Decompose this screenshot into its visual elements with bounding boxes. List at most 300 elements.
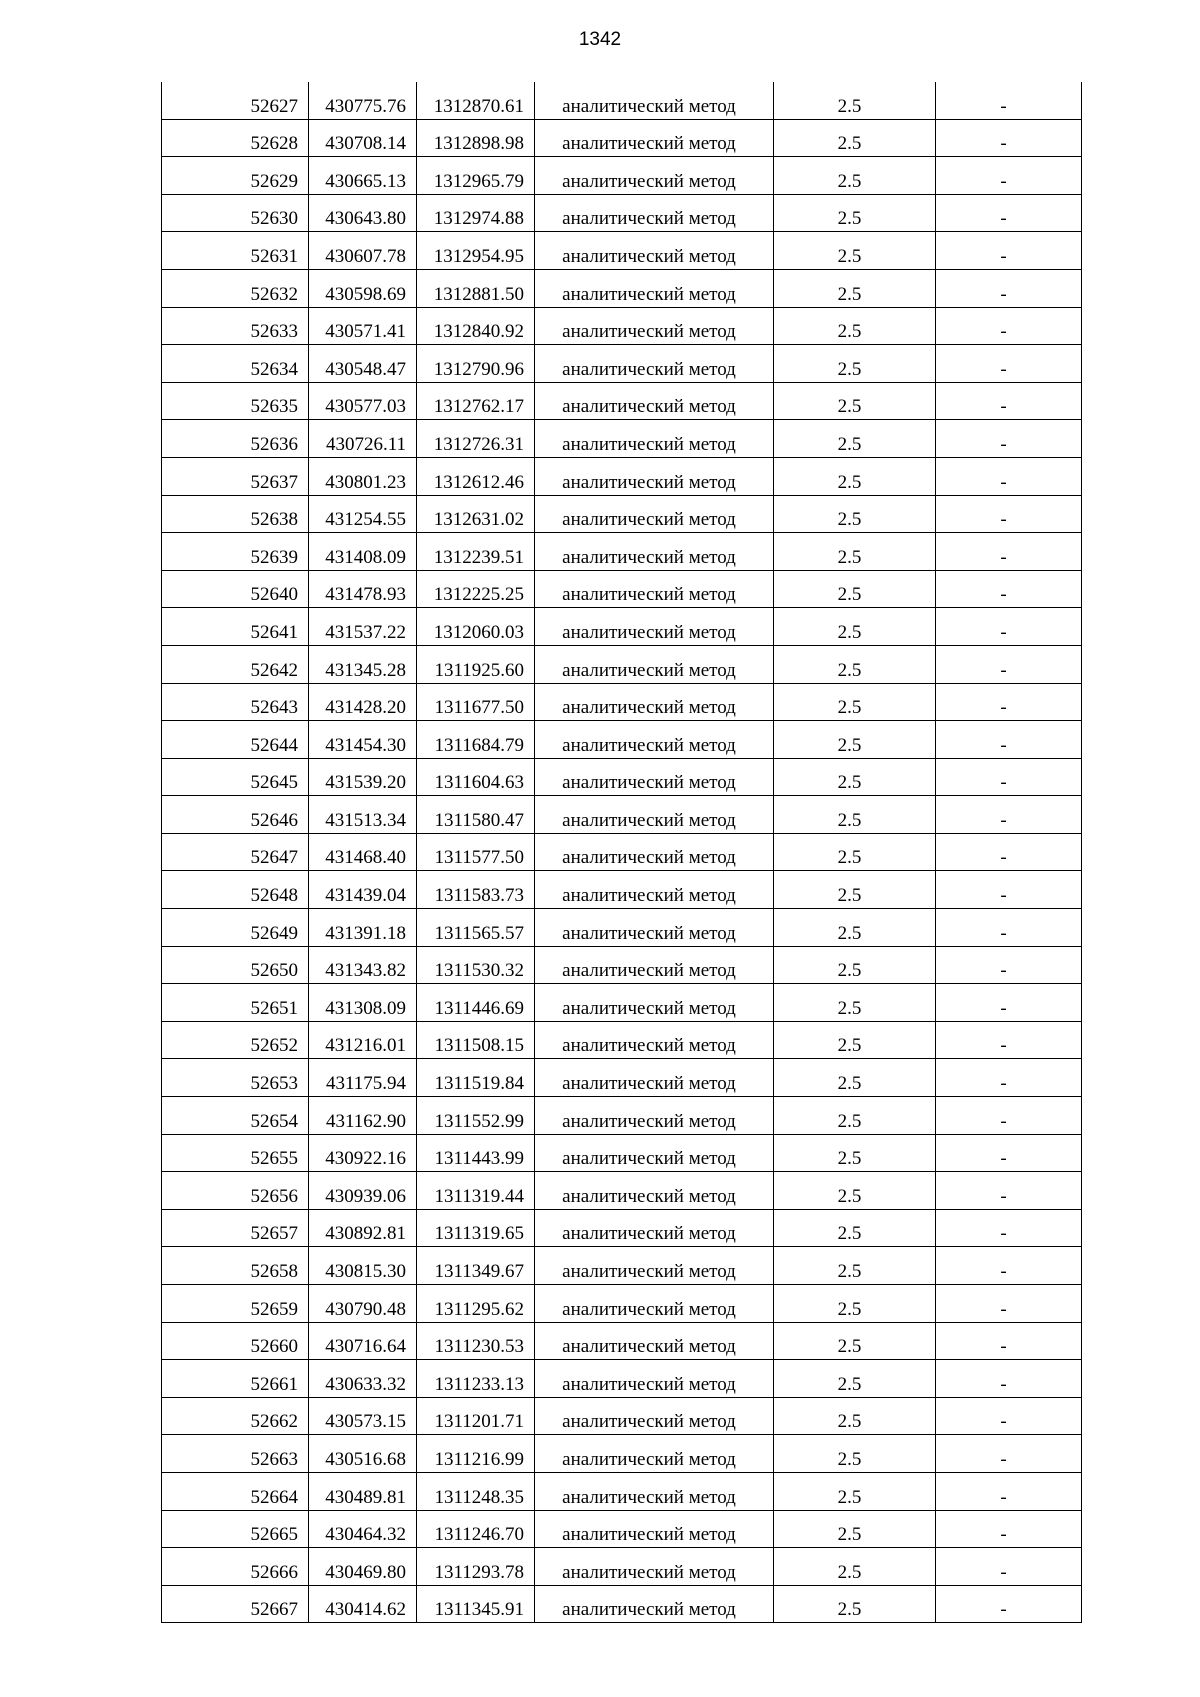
table-row	[162, 758, 1082, 796]
accuracy-cell	[774, 307, 936, 345]
page-number: 1342	[578, 29, 622, 50]
y-coordinate-cell	[417, 1021, 535, 1059]
accuracy-cell	[774, 1472, 936, 1510]
y-coordinate-cell	[417, 232, 535, 270]
method-cell	[535, 157, 774, 195]
x-coordinate-cell-text: 430516.68	[325, 1448, 406, 1470]
x-coordinate-cell	[309, 645, 417, 683]
y-coordinate-cell-text: 1311349.67	[434, 1261, 524, 1282]
accuracy-cell-text: 2.5	[837, 245, 862, 267]
table-row	[162, 269, 1082, 307]
x-coordinate-cell-text: 431343.82	[325, 960, 406, 982]
point-number-cell	[162, 495, 309, 533]
accuracy-cell	[774, 1097, 936, 1135]
method-cell-text: аналитический метод	[562, 321, 736, 343]
x-coordinate-cell-text: 431513.34	[325, 809, 406, 831]
y-coordinate-cell	[417, 1097, 535, 1135]
method-cell	[535, 1322, 774, 1360]
table-row	[162, 420, 1082, 458]
note-cell	[936, 1097, 1082, 1135]
x-coordinate-cell-text: 430571.41	[325, 321, 406, 343]
note-cell	[936, 1548, 1082, 1586]
method-cell	[535, 420, 774, 458]
point-number-cell	[162, 570, 309, 608]
point-number-cell-text: 52632	[250, 283, 298, 305]
x-coordinate-cell	[309, 1397, 417, 1435]
table-row	[162, 457, 1082, 495]
x-coordinate-cell-text: 430922.16	[325, 1148, 406, 1170]
x-coordinate-cell	[309, 82, 417, 119]
x-coordinate-cell	[309, 796, 417, 834]
y-coordinate-cell-text: 1312954.95	[433, 245, 524, 267]
y-coordinate-cell	[417, 1209, 535, 1247]
y-coordinate-cell-text: 1311530.32	[434, 960, 524, 982]
note-cell-text: -	[1000, 772, 1007, 794]
x-coordinate-cell-text: 431254.55	[325, 509, 406, 531]
x-coordinate-cell	[309, 194, 417, 232]
accuracy-cell	[774, 1585, 936, 1623]
point-number-cell	[162, 1548, 309, 1586]
accuracy-cell	[774, 1397, 936, 1435]
point-number-cell-text: 52628	[250, 133, 298, 155]
x-coordinate-cell-text: 431428.20	[325, 697, 406, 719]
x-coordinate-cell-text: 430643.80	[325, 208, 406, 230]
accuracy-cell-text: 2.5	[837, 1223, 862, 1245]
point-number-cell-text: 52664	[250, 1486, 298, 1508]
point-number-cell-text: 52638	[250, 509, 298, 531]
y-coordinate-cell-text: 1312870.61	[433, 95, 524, 117]
x-coordinate-cell	[309, 1059, 417, 1097]
point-number-cell-text: 52656	[250, 1185, 298, 1207]
method-cell-text: аналитический метод	[562, 1524, 736, 1546]
table-row	[162, 1322, 1082, 1360]
y-coordinate-cell-text: 1311293.78	[434, 1561, 524, 1583]
accuracy-cell	[774, 796, 936, 834]
point-number-cell	[162, 1247, 309, 1285]
accuracy-cell	[774, 871, 936, 909]
y-coordinate-cell	[417, 382, 535, 420]
y-coordinate-cell-text: 1311519.84	[434, 1073, 524, 1095]
accuracy-cell	[774, 1360, 936, 1398]
point-number-cell-text: 52650	[250, 960, 298, 982]
note-cell-text: -	[1000, 809, 1007, 831]
y-coordinate-cell	[417, 345, 535, 383]
note-cell-text: -	[1000, 659, 1007, 681]
x-coordinate-cell	[309, 1322, 417, 1360]
x-coordinate-cell	[309, 946, 417, 984]
x-coordinate-cell-text: 430414.62	[325, 1599, 406, 1621]
accuracy-cell	[774, 1285, 936, 1323]
method-cell-text: аналитический метод	[562, 584, 736, 606]
accuracy-cell-text: 2.5	[837, 1486, 862, 1508]
note-cell-text: -	[1000, 396, 1007, 418]
note-cell-text: -	[1000, 1261, 1007, 1282]
y-coordinate-cell	[417, 570, 535, 608]
accuracy-cell-text: 2.5	[837, 170, 862, 192]
method-cell-text: аналитический метод	[562, 283, 736, 305]
accuracy-cell	[774, 946, 936, 984]
x-coordinate-cell	[309, 758, 417, 796]
point-number-cell	[162, 119, 309, 157]
accuracy-cell-text: 2.5	[837, 1298, 862, 1320]
method-cell-text: аналитический метод	[562, 1035, 736, 1057]
point-number-cell	[162, 1585, 309, 1623]
point-number-cell	[162, 1322, 309, 1360]
point-number-cell-text: 52627	[250, 95, 298, 117]
note-cell	[936, 1472, 1082, 1510]
method-cell	[535, 307, 774, 345]
y-coordinate-cell-text: 1311677.50	[434, 697, 524, 719]
x-coordinate-cell-text: 431478.93	[325, 584, 406, 606]
point-number-cell-text: 52666	[250, 1561, 298, 1583]
note-cell-text: -	[1000, 1185, 1007, 1207]
method-cell-text: аналитический метод	[562, 1411, 736, 1433]
accuracy-cell-text: 2.5	[837, 734, 862, 756]
x-coordinate-cell-text: 431308.09	[325, 997, 406, 1019]
note-cell-text: -	[1000, 922, 1007, 944]
accuracy-cell-text: 2.5	[837, 1561, 862, 1583]
x-coordinate-cell	[309, 1435, 417, 1473]
y-coordinate-cell	[417, 608, 535, 646]
y-coordinate-cell	[417, 721, 535, 759]
point-number-cell-text: 52644	[250, 734, 298, 756]
note-cell	[936, 382, 1082, 420]
accuracy-cell	[774, 984, 936, 1022]
table-row	[162, 495, 1082, 533]
table-row	[162, 307, 1082, 345]
x-coordinate-cell	[309, 1097, 417, 1135]
table-body	[162, 82, 1082, 1623]
accuracy-cell-text: 2.5	[837, 772, 862, 794]
point-number-cell-text: 52636	[250, 433, 298, 455]
y-coordinate-cell	[417, 1510, 535, 1548]
method-cell	[535, 1209, 774, 1247]
method-cell	[535, 382, 774, 420]
method-cell	[535, 645, 774, 683]
y-coordinate-cell-text: 1312726.31	[433, 433, 524, 455]
accuracy-cell	[774, 232, 936, 270]
y-coordinate-cell-text: 1312790.96	[433, 358, 524, 380]
x-coordinate-cell	[309, 608, 417, 646]
accuracy-cell	[774, 194, 936, 232]
accuracy-cell	[774, 645, 936, 683]
y-coordinate-cell-text: 1311319.44	[434, 1185, 524, 1207]
accuracy-cell	[774, 1247, 936, 1285]
note-cell-text: -	[1000, 1486, 1007, 1508]
note-cell	[936, 796, 1082, 834]
x-coordinate-cell	[309, 1548, 417, 1586]
point-number-cell	[162, 82, 309, 119]
accuracy-cell-text: 2.5	[837, 1411, 862, 1433]
method-cell-text: аналитический метод	[562, 471, 736, 493]
point-number-cell-text: 52665	[250, 1524, 298, 1546]
x-coordinate-cell-text: 431391.18	[325, 922, 406, 944]
x-coordinate-cell	[309, 345, 417, 383]
x-coordinate-cell	[309, 1472, 417, 1510]
x-coordinate-cell	[309, 269, 417, 307]
point-number-cell-text: 52630	[250, 208, 298, 230]
x-coordinate-cell-text: 430716.64	[325, 1336, 406, 1358]
x-coordinate-cell	[309, 683, 417, 721]
method-cell-text: аналитический метод	[562, 1448, 736, 1470]
accuracy-cell	[774, 909, 936, 947]
x-coordinate-cell-text: 430801.23	[325, 471, 406, 493]
x-coordinate-cell-text: 430726.11	[325, 433, 406, 455]
point-number-cell-text: 52654	[250, 1110, 298, 1132]
table-row	[162, 533, 1082, 571]
method-cell-text: аналитический метод	[562, 1298, 736, 1320]
accuracy-cell-text: 2.5	[837, 1261, 862, 1282]
note-cell	[936, 1209, 1082, 1247]
y-coordinate-cell	[417, 495, 535, 533]
point-number-cell	[162, 157, 309, 195]
accuracy-cell	[774, 608, 936, 646]
x-coordinate-cell	[309, 232, 417, 270]
note-cell-text: -	[1000, 1373, 1007, 1395]
note-cell	[936, 1172, 1082, 1210]
method-cell	[535, 1172, 774, 1210]
method-cell	[535, 1397, 774, 1435]
accuracy-cell	[774, 1322, 936, 1360]
y-coordinate-cell-text: 1312631.02	[433, 509, 524, 531]
method-cell	[535, 984, 774, 1022]
x-coordinate-cell-text: 430633.32	[325, 1373, 406, 1395]
x-coordinate-cell	[309, 1134, 417, 1172]
x-coordinate-cell-text: 430573.15	[325, 1411, 406, 1433]
point-number-cell	[162, 1097, 309, 1135]
point-number-cell-text: 52667	[250, 1599, 298, 1621]
y-coordinate-cell-text: 1311295.62	[434, 1298, 524, 1320]
table-row	[162, 1097, 1082, 1135]
y-coordinate-cell-text: 1312974.88	[433, 208, 524, 230]
method-cell	[535, 82, 774, 119]
point-number-cell-text: 52647	[250, 847, 298, 869]
note-cell	[936, 119, 1082, 157]
x-coordinate-cell-text: 430548.47	[325, 358, 406, 380]
point-number-cell-text: 52659	[250, 1298, 298, 1320]
x-coordinate-cell-text: 430607.78	[325, 245, 406, 267]
note-cell-text: -	[1000, 546, 1007, 568]
y-coordinate-cell-text: 1311246.70	[434, 1524, 524, 1546]
note-cell	[936, 1021, 1082, 1059]
table-row	[162, 796, 1082, 834]
accuracy-cell-text: 2.5	[837, 1524, 862, 1546]
point-number-cell	[162, 1134, 309, 1172]
x-coordinate-cell-text: 430489.81	[325, 1486, 406, 1508]
accuracy-cell-text: 2.5	[837, 960, 862, 982]
table-row	[162, 1510, 1082, 1548]
accuracy-cell-text: 2.5	[837, 396, 862, 418]
note-cell	[936, 833, 1082, 871]
method-cell-text: аналитический метод	[562, 960, 736, 982]
y-coordinate-cell-text: 1312225.25	[433, 584, 524, 606]
table-row	[162, 984, 1082, 1022]
accuracy-cell	[774, 683, 936, 721]
y-coordinate-cell-text: 1311233.13	[434, 1373, 524, 1395]
note-cell-text: -	[1000, 1561, 1007, 1583]
point-number-cell-text: 52645	[250, 772, 298, 794]
point-number-cell	[162, 1285, 309, 1323]
note-cell-text: -	[1000, 584, 1007, 606]
y-coordinate-cell	[417, 645, 535, 683]
x-coordinate-cell	[309, 833, 417, 871]
point-number-cell-text: 52640	[250, 584, 298, 606]
point-number-cell	[162, 1472, 309, 1510]
x-coordinate-cell	[309, 1209, 417, 1247]
point-number-cell-text: 52641	[250, 621, 298, 643]
x-coordinate-cell	[309, 1510, 417, 1548]
table-row	[162, 608, 1082, 646]
note-cell	[936, 608, 1082, 646]
y-coordinate-cell-text: 1311201.71	[434, 1411, 524, 1433]
y-coordinate-cell-text: 1311446.69	[434, 997, 524, 1019]
y-coordinate-cell-text: 1311577.50	[434, 847, 524, 869]
note-cell-text: -	[1000, 697, 1007, 719]
point-number-cell	[162, 1435, 309, 1473]
point-number-cell-text: 52657	[250, 1223, 298, 1245]
note-cell-text: -	[1000, 1073, 1007, 1095]
accuracy-cell	[774, 420, 936, 458]
point-number-cell	[162, 1172, 309, 1210]
note-cell-text: -	[1000, 1411, 1007, 1433]
method-cell	[535, 758, 774, 796]
accuracy-cell	[774, 721, 936, 759]
note-cell-text: -	[1000, 208, 1007, 230]
y-coordinate-cell	[417, 796, 535, 834]
table-row	[162, 946, 1082, 984]
method-cell-text: аналитический метод	[562, 697, 736, 719]
point-number-cell-text: 52652	[250, 1035, 298, 1057]
method-cell-text: аналитический метод	[562, 170, 736, 192]
point-number-cell	[162, 683, 309, 721]
method-cell-text: аналитический метод	[562, 1185, 736, 1207]
method-cell	[535, 1585, 774, 1623]
method-cell-text: аналитический метод	[562, 433, 736, 455]
accuracy-cell	[774, 1435, 936, 1473]
method-cell	[535, 345, 774, 383]
point-number-cell-text: 52642	[250, 659, 298, 681]
point-number-cell-text: 52663	[250, 1448, 298, 1470]
x-coordinate-cell-text: 431175.94	[325, 1073, 406, 1095]
method-cell-text: аналитический метод	[562, 1148, 736, 1170]
note-cell	[936, 570, 1082, 608]
x-coordinate-cell	[309, 457, 417, 495]
note-cell-text: -	[1000, 1524, 1007, 1546]
note-cell	[936, 984, 1082, 1022]
method-cell	[535, 796, 774, 834]
x-coordinate-cell-text: 431454.30	[325, 734, 406, 756]
method-cell-text: аналитический метод	[562, 546, 736, 568]
point-number-cell-text: 52646	[250, 809, 298, 831]
accuracy-cell	[774, 495, 936, 533]
note-cell-text: -	[1000, 1448, 1007, 1470]
note-cell-text: -	[1000, 621, 1007, 643]
y-coordinate-cell-text: 1311604.63	[434, 772, 524, 794]
method-cell	[535, 1435, 774, 1473]
note-cell	[936, 420, 1082, 458]
point-number-cell	[162, 1059, 309, 1097]
x-coordinate-cell	[309, 420, 417, 458]
method-cell-text: аналитический метод	[562, 1223, 736, 1245]
method-cell	[535, 1285, 774, 1323]
y-coordinate-cell-text: 1311230.53	[434, 1336, 524, 1358]
point-number-cell	[162, 946, 309, 984]
note-cell-text: -	[1000, 283, 1007, 305]
accuracy-cell	[774, 345, 936, 383]
x-coordinate-cell-text: 430939.06	[325, 1185, 406, 1207]
note-cell-text: -	[1000, 1599, 1007, 1621]
y-coordinate-cell	[417, 984, 535, 1022]
method-cell	[535, 457, 774, 495]
method-cell	[535, 1059, 774, 1097]
table-row	[162, 570, 1082, 608]
table-row	[162, 1397, 1082, 1435]
point-number-cell-text: 52633	[250, 321, 298, 343]
point-number-cell	[162, 1510, 309, 1548]
accuracy-cell	[774, 157, 936, 195]
point-number-cell-text: 52637	[250, 471, 298, 493]
method-cell-text: аналитический метод	[562, 1373, 736, 1395]
method-cell-text: аналитический метод	[562, 1110, 736, 1132]
note-cell-text: -	[1000, 133, 1007, 155]
note-cell	[936, 1247, 1082, 1285]
y-coordinate-cell	[417, 194, 535, 232]
table-row	[162, 1021, 1082, 1059]
method-cell-text: аналитический метод	[562, 1261, 736, 1282]
table-row	[162, 683, 1082, 721]
note-cell	[936, 533, 1082, 571]
y-coordinate-cell-text: 1311345.91	[434, 1599, 524, 1621]
x-coordinate-cell	[309, 382, 417, 420]
point-number-cell	[162, 909, 309, 947]
table-row	[162, 157, 1082, 195]
point-number-cell-text: 52661	[250, 1373, 298, 1395]
accuracy-cell-text: 2.5	[837, 847, 862, 869]
table-row	[162, 194, 1082, 232]
x-coordinate-cell-text: 430665.13	[325, 170, 406, 192]
x-coordinate-cell	[309, 721, 417, 759]
method-cell	[535, 232, 774, 270]
method-cell-text: аналитический метод	[562, 1486, 736, 1508]
accuracy-cell-text: 2.5	[837, 471, 862, 493]
table-row	[162, 1585, 1082, 1623]
y-coordinate-cell-text: 1312612.46	[433, 471, 524, 493]
x-coordinate-cell	[309, 495, 417, 533]
point-number-cell	[162, 645, 309, 683]
method-cell-text: аналитический метод	[562, 734, 736, 756]
x-coordinate-cell-text: 431537.22	[325, 621, 406, 643]
accuracy-cell	[774, 82, 936, 119]
accuracy-cell-text: 2.5	[837, 1148, 862, 1170]
method-cell	[535, 721, 774, 759]
accuracy-cell	[774, 570, 936, 608]
y-coordinate-cell	[417, 1472, 535, 1510]
note-cell	[936, 307, 1082, 345]
point-number-cell-text: 52629	[250, 170, 298, 192]
y-coordinate-cell	[417, 1322, 535, 1360]
method-cell	[535, 495, 774, 533]
x-coordinate-cell	[309, 307, 417, 345]
y-coordinate-cell	[417, 307, 535, 345]
note-cell	[936, 721, 1082, 759]
point-number-cell	[162, 232, 309, 270]
accuracy-cell	[774, 533, 936, 571]
point-number-cell-text: 52649	[250, 922, 298, 944]
note-cell	[936, 232, 1082, 270]
accuracy-cell	[774, 269, 936, 307]
note-cell	[936, 1397, 1082, 1435]
accuracy-cell	[774, 1134, 936, 1172]
